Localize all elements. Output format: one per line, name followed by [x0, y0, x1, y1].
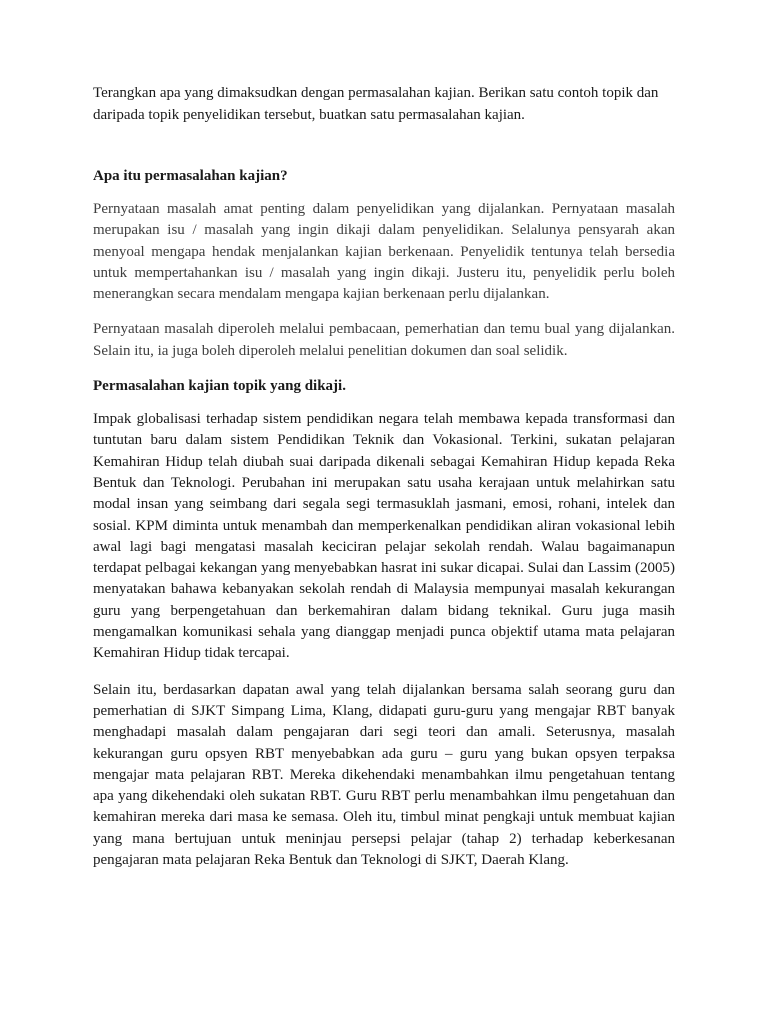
section2-paragraph-1: Impak globalisasi terhadap sistem pendidikan negara telah membawa kepada transformasi dan tuntutan baru dalam sistem Pendidikan Teknik dan Vokasional. Terkini, sukatan pelajaran Kemahiran Hidup telah diubah suai daripada dikenali sebagai Kemahiran Hidup kepada Reka Bentuk dan Teknologi. Perubahan ini merupakan satu usaha kerajaan untuk melahirkan satu modal insan yang seimbang dari segala segi termasuklah jasmani, emosi, rohani, intelek dan sosial. KPM diminta untuk menambah dan memperkenalkan pendidikan aliran vokasional lebih awal lagi bagi mengatasi masalah keciciran pelajar sekolah rendah. Walau bagaimanapun terdapat pelbagai kekangan yang menyebabkan hasrat ini sukar dicapai. Sulai dan Lassim (2005) menyatakan bahawa kebanyakan sekolah rendah di Malaysia mempunyai masalah kekurangan guru yang berpengetahuan dan berkemahiran dalam bidang teknikal. Guru juga masih mengamalkan komunikasi sehala yang dianggap menjadi punca objektif utama mata pelajaran Kemahiran Hidup tidak tercapai. — [93, 411, 675, 662]
section2-heading: Permasalahan kajian topik yang dikaji. — [93, 378, 346, 395]
intro-question: Terangkan apa yang dimaksudkan dengan permasalahan kajian. Berikan satu contoh topik dan daripada topik penyelidikan tersebut, buatkan satu permasalahan kajian. — [93, 85, 659, 123]
section1-paragraph-2: Pernyataan masalah diperoleh melalui pembacaan, pemerhatian dan temu bual yang dijalankan. Selain itu, ia juga boleh diperoleh melalui penelitian dokumen dan soal selidik. — [93, 321, 675, 359]
section1-heading: Apa itu permasalahan kajian? — [93, 168, 288, 184]
section2-paragraph-2: Selain itu, berdasarkan dapatan awal yang telah dijalankan bersama salah seorang guru dan pemerhatian di SJKT Simpang Lima, Klang, didapati guru-guru yang mengajar RBT banyak menghadapi masalah dalam pengajaran dari segi teori dan amali. Seterusnya, masalah kekurangan guru opsyen RBT menyebabkan ada guru – guru yang bukan opsyen terpaksa mengajar mata pelajaran RBT. Mereka dikehendaki menambahkan ilmu pengetahuan tentang apa yang dikehendaki oleh sukatan RBT. Guru RBT perlu menambahkan ilmu pengetahuan dan kemahiran mereka dari masa ke semasa. Oleh itu, timbul minat pengkaji untuk membuat kajian yang mana bertujuan untuk meninjau persepsi pelajar (tahap 2) terhadap keberkesanan pengajaran mata pelajaran Reka Bentuk dan Teknologi di SJKT, Daerah Klang. — [93, 681, 675, 869]
section1-paragraph-1: Pernyataan masalah amat penting dalam penyelidikan yang dijalankan. Pernyataan masalah merupakan isu / masalah yang ingin dikaji dalam penyelidikan. Selalunya pensyarah akan menyoal mengapa hendak menjalankan kajian berkenaan. Penyelidik tentunya telah bersedia untuk mempertahankan isu / masalah yang ingin dikaji. Justeru itu, penyelidik perlu boleh menerangkan secara mendalam mengapa kajian berkenaan perlu dijalankan. — [93, 201, 675, 303]
